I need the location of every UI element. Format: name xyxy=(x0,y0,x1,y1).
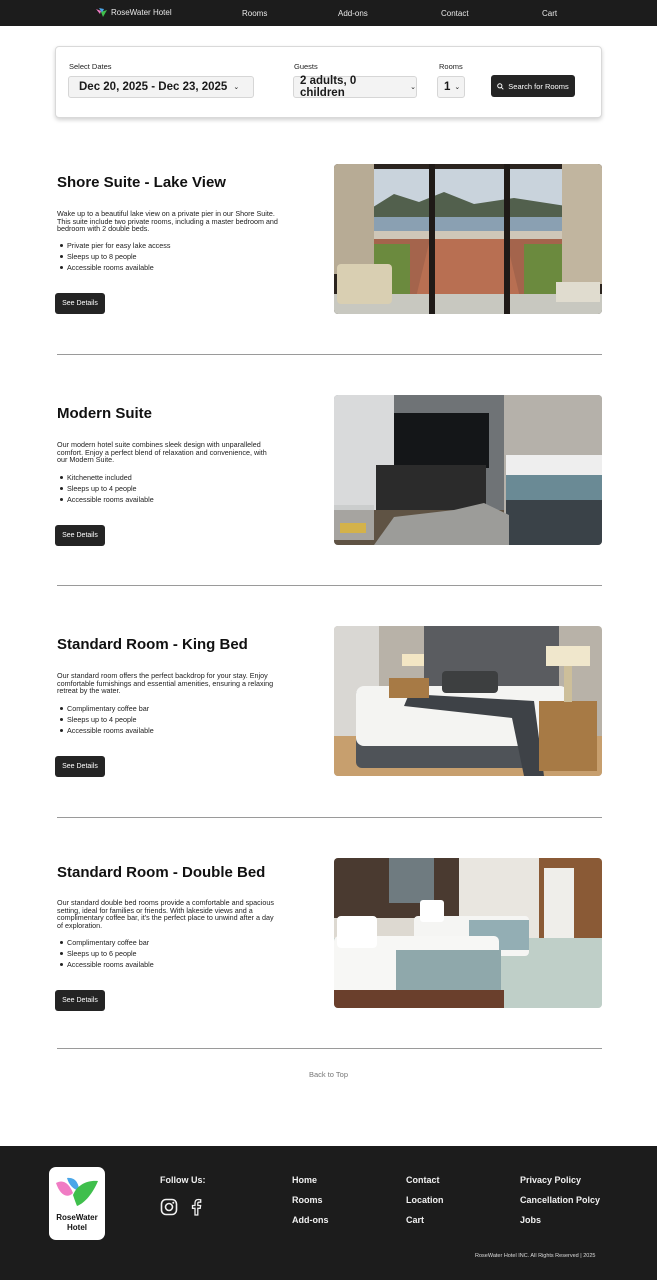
booking-search-card xyxy=(55,46,602,118)
nav-contact[interactable]: Contact xyxy=(441,9,469,18)
room-photo-shore-suite xyxy=(334,164,602,314)
nav-add-ons[interactable]: Add-ons xyxy=(338,9,368,18)
nav-cart[interactable]: Cart xyxy=(542,9,558,18)
room-photo-standard-king xyxy=(334,626,602,776)
see-details-button[interactable]: See Details xyxy=(55,756,105,777)
room-photo-standard-double xyxy=(334,858,602,1008)
facebook-icon[interactable] xyxy=(188,1198,204,1216)
room-title: Shore Suite - Lake View xyxy=(57,174,226,191)
guests-label: Guests xyxy=(294,62,318,71)
footer-link-cart[interactable]: Cart xyxy=(406,1215,425,1225)
nav-brand-label: RoseWater Hotel xyxy=(111,8,172,17)
room-features xyxy=(57,938,154,972)
rooms-label: Rooms xyxy=(439,62,463,71)
room-title: Standard Room - Double Bed xyxy=(57,864,266,881)
footer-link-jobs[interactable]: Jobs xyxy=(520,1215,542,1225)
dates-value: Dec 20, 2025 - Dec 23, 2025 xyxy=(79,81,228,93)
room-description: Our standard double bed rooms provide a comfortable and spacious setting, ideal for families or friends. With lakeside views and a complimentary coffee bar, it's the perfect place to unwind after a day of exploration. xyxy=(57,898,274,930)
section-divider xyxy=(57,817,602,818)
list-item: Accessible rooms available xyxy=(57,495,154,506)
footer-link-home[interactable]: Home xyxy=(292,1175,318,1185)
see-details-button[interactable]: See Details xyxy=(55,525,105,546)
chevron-down-icon: ⌄ xyxy=(233,84,240,91)
dates-select[interactable] xyxy=(68,76,254,98)
nav-rooms[interactable]: Rooms xyxy=(242,9,268,18)
footer-logo[interactable] xyxy=(49,1167,105,1240)
logo-text-line1: RoseWater xyxy=(56,1213,98,1222)
list-item: Complimentary coffee bar xyxy=(57,938,154,949)
dates-label: Select Dates xyxy=(69,62,112,71)
section-divider xyxy=(57,1048,602,1049)
logo-text-line2: Hotel xyxy=(67,1223,87,1232)
footer-link-contact[interactable]: Contact xyxy=(406,1175,440,1185)
room-features xyxy=(57,473,154,507)
search-icon xyxy=(497,83,504,90)
follow-us-label: Follow Us: xyxy=(160,1175,206,1185)
guests-select[interactable] xyxy=(293,76,417,98)
list-item: Accessible rooms available xyxy=(57,960,154,971)
logo-icon xyxy=(55,1177,99,1207)
room-description: Wake up to a beautiful lake view on a private pier in our Shore Suite. This suite include two private rooms, including a master bedroom and bedroom with 2 double beds. xyxy=(57,209,278,234)
footer xyxy=(0,1146,657,1280)
chevron-down-icon: ⌄ xyxy=(454,84,461,91)
see-details-button[interactable]: See Details xyxy=(55,990,105,1011)
guests-value: 2 adults, 0 children xyxy=(300,75,357,99)
rooms-value: 1 xyxy=(444,81,451,93)
search-rooms-button[interactable] xyxy=(491,75,575,97)
room-description: Our modern hotel suite combines sleek design with unparalleled comfort. Enjoy a perfect blend of relaxation and convenience, with our Modern Suite. xyxy=(57,440,267,465)
top-nav xyxy=(0,0,657,26)
list-item: Private pier for easy lake access xyxy=(57,241,170,252)
room-features xyxy=(57,704,154,738)
section-divider xyxy=(57,354,602,355)
list-item: Sleeps up to 4 people xyxy=(57,715,154,726)
list-item: Kitchenette included xyxy=(57,473,154,484)
instagram-icon[interactable] xyxy=(160,1198,178,1216)
search-rooms-label: Search for Rooms xyxy=(508,81,569,91)
logo-icon xyxy=(96,8,107,17)
room-title: Modern Suite xyxy=(57,405,153,422)
copyright-text: RoseWater Hotel INC. All Rights Reserved | 2025 xyxy=(475,1253,596,1259)
room-features xyxy=(57,241,170,275)
list-item: Sleeps up to 8 people xyxy=(57,252,170,263)
footer-link-privacy-policy[interactable]: Privacy Policy xyxy=(520,1175,582,1185)
chevron-down-icon: ⌄ xyxy=(410,84,416,91)
room-title: Standard Room - King Bed xyxy=(57,636,248,653)
footer-link-add-ons[interactable]: Add-ons xyxy=(292,1215,329,1225)
room-photo-modern-suite xyxy=(334,395,602,545)
section-divider xyxy=(57,585,602,586)
footer-link-rooms[interactable]: Rooms xyxy=(292,1195,323,1205)
list-item: Sleeps up to 6 people xyxy=(57,949,154,960)
rooms-select[interactable] xyxy=(437,76,465,98)
footer-link-location[interactable]: Location xyxy=(406,1195,444,1205)
list-item: Sleeps up to 4 people xyxy=(57,484,154,495)
footer-link-cancellation-policy[interactable]: Cancellation Polcy xyxy=(520,1195,601,1205)
back-to-top-link[interactable]: Back to Top xyxy=(308,1070,349,1079)
list-item: Complimentary coffee bar xyxy=(57,704,154,715)
see-details-button[interactable]: See Details xyxy=(55,293,105,314)
room-description: Our standard room offers the perfect backdrop for your stay. Enjoy comfortable furnishings and essential amenities, ensuring a relaxing retreat by the water. xyxy=(57,671,274,696)
list-item: Accessible rooms available xyxy=(57,726,154,737)
nav-brand[interactable] xyxy=(96,8,172,17)
list-item: Accessible rooms available xyxy=(57,263,170,274)
